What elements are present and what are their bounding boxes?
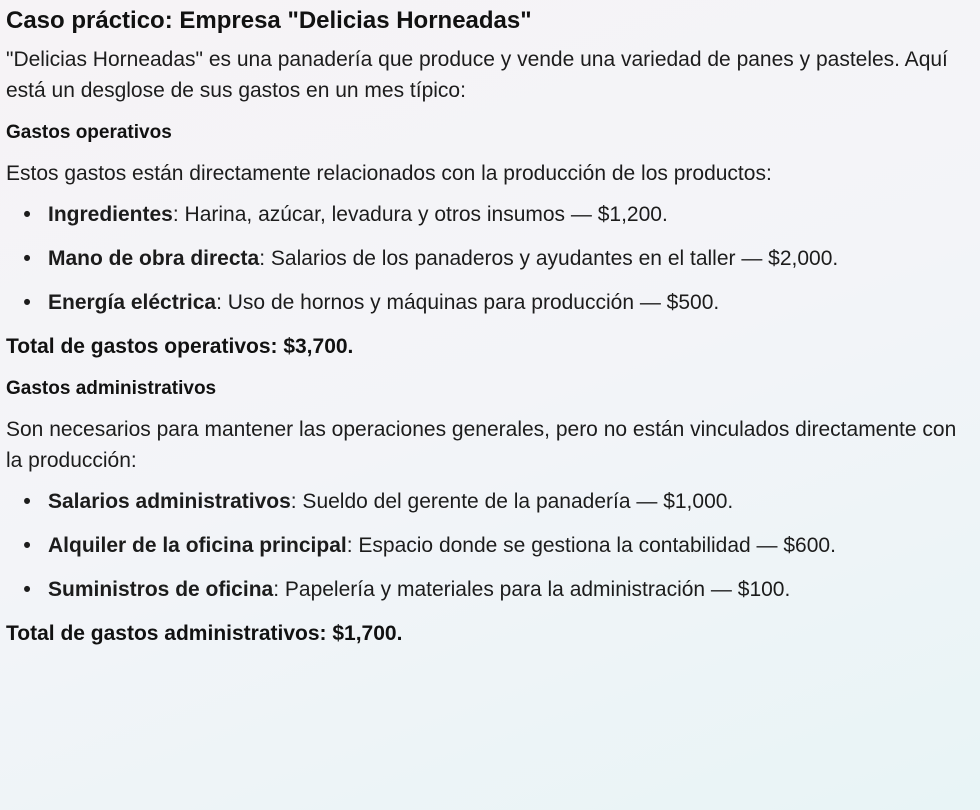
expense-name: Alquiler de la oficina principal <box>48 534 347 557</box>
expense-detail: : Espacio donde se gestiona la contabilidad — $600. <box>346 534 836 557</box>
section-total: Total de gastos administrativos: $1,700. <box>6 622 403 645</box>
expense-item <box>20 199 974 230</box>
expense-list <box>6 486 974 605</box>
bullet: • <box>23 203 31 226</box>
bullet: • <box>23 578 31 601</box>
section-operating-expenses <box>6 120 974 362</box>
document <box>6 0 974 649</box>
expense-detail: : Salarios de los panaderos y ayudantes en el taller — $2,000. <box>259 247 839 270</box>
expense-detail: : Papelería y materiales para la administración — $100. <box>273 578 791 601</box>
expense-detail: : Uso de hornos y máquinas para producción — $500. <box>216 291 720 314</box>
expense-name: Mano de obra directa <box>48 247 260 270</box>
expense-name: Suministros de oficina <box>48 578 274 601</box>
section-description: Son necesarios para mantener las operaciones generales, pero no están vinculados directamente con la producción: <box>6 418 957 472</box>
section-total: Total de gastos operativos: $3,700. <box>6 335 354 358</box>
expense-detail: : Sueldo del gerente de la panadería — $1,000. <box>290 490 734 513</box>
expense-item <box>20 486 974 517</box>
expense-list <box>6 199 974 318</box>
bullet: • <box>23 291 31 314</box>
document-title: Caso práctico: Empresa "Delicias Horneadas" <box>6 7 532 34</box>
section-description: Estos gastos están directamente relacionados con la producción de los productos: <box>6 162 772 185</box>
expense-name: Ingredientes <box>48 203 173 226</box>
section-heading: Gastos administrativos <box>6 378 217 399</box>
expense-item <box>20 287 974 318</box>
bullet: • <box>23 490 31 513</box>
bullet: • <box>23 247 31 270</box>
expense-name: Energía eléctrica <box>48 291 217 314</box>
section-heading: Gastos operativos <box>6 122 172 143</box>
expense-item <box>20 530 974 561</box>
bullet: • <box>23 534 31 557</box>
expense-detail: : Harina, azúcar, levadura y otros insumos — $1,200. <box>172 203 668 226</box>
section-administrative-expenses <box>6 376 974 649</box>
expense-item <box>20 574 974 605</box>
intro-paragraph: "Delicias Horneadas" es una panadería que produce y vende una variedad de panes y pasteles. Aquí está un desglose de sus gastos en un mes típico: <box>6 48 948 102</box>
expense-item <box>20 243 974 274</box>
expense-name: Salarios administrativos <box>48 490 291 513</box>
